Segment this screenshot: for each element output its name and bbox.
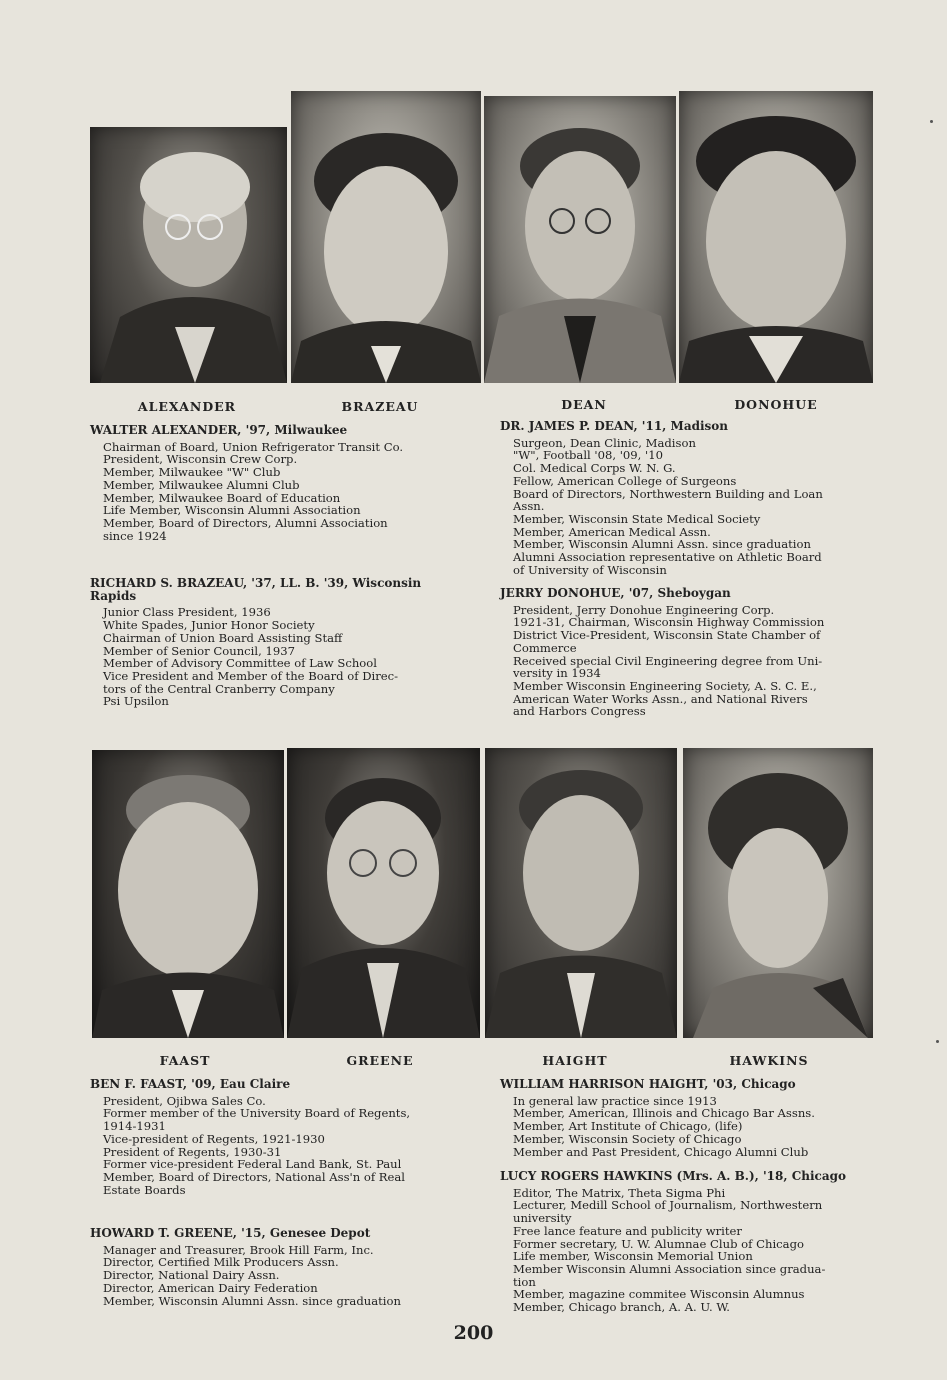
- photo-brazeau: [291, 91, 481, 383]
- bio-line: Surgeon, Dean Clinic, Madison: [513, 435, 696, 450]
- caption-dean: DEAN: [561, 397, 607, 412]
- caption-donohue: DONOHUE: [734, 397, 818, 412]
- bio-line: Member, Wisconsin Alumni Assn. since graduation: [513, 537, 811, 552]
- caption-greene: GREENE: [346, 1053, 414, 1068]
- bio-line: tors of the Central Cranberry Company: [103, 681, 335, 696]
- caption-brazeau: BRAZEAU: [341, 399, 419, 414]
- bio-line: Member, Chicago branch, A. A. U. W.: [513, 1300, 730, 1315]
- caption-hawkins: HAWKINS: [729, 1053, 809, 1068]
- bio-line: District Vice-President, Wisconsin State Chamber of: [513, 628, 821, 643]
- bio-line: Chairman of Union Board Assisting Staff: [103, 630, 343, 645]
- bio-line: Member, Milwaukee Board of Education: [103, 490, 341, 505]
- bio-name: RICHARD S. BRAZEAU, '37, LL. B. '39, Wisconsin Rapids: [90, 576, 422, 603]
- bio-line: Lecturer, Medill School of Journalism, Northwestern: [513, 1198, 823, 1213]
- bio-line: President of Regents, 1930-31: [103, 1144, 282, 1159]
- bio-line: Psi Upsilon: [103, 694, 169, 709]
- bio-name: DR. JAMES P. DEAN, '11, Madison: [500, 419, 729, 433]
- bio-line: Member, magazine commitee Wisconsin Alumnus: [513, 1287, 805, 1302]
- bio-line: versity in 1934: [513, 666, 601, 681]
- bio-line: President, Wisconsin Crew Corp.: [103, 452, 298, 467]
- bio-line: Member, Wisconsin Alumni Assn. since graduation: [103, 1293, 401, 1308]
- bio-faast: [90, 1078, 465, 1196]
- portrait-icon: [683, 748, 873, 1038]
- bio-line: Member, Milwaukee Alumni Club: [103, 477, 300, 492]
- bio-line: Director, American Dairy Federation: [103, 1280, 318, 1295]
- bio-line: Life member, Wisconsin Memorial Union: [513, 1249, 753, 1264]
- bio-line: Director, Certified Milk Producers Assn.: [103, 1255, 339, 1270]
- bio-greene: [90, 1227, 465, 1307]
- page-number: 200: [453, 1322, 494, 1344]
- portrait-icon: [485, 748, 677, 1038]
- bio-name: JERRY DONOHUE, '07, Sheboygan: [500, 586, 731, 600]
- bio-line: Assn.: [513, 499, 545, 514]
- bio-donohue: [500, 587, 875, 718]
- bio-brazeau: [90, 577, 465, 708]
- portrait-icon: [90, 127, 287, 383]
- bio-line: Member, Wisconsin Society of Chicago: [513, 1131, 742, 1146]
- photo-haight: [485, 748, 677, 1038]
- bio-line: Board of Directors, Northwestern Building and Loan: [513, 486, 823, 501]
- bio-line: American Water Works Assn., and National Rivers: [513, 691, 808, 706]
- caption-haight: HAIGHT: [542, 1053, 608, 1068]
- bio-line: "W", Football '08, '09, '10: [513, 448, 663, 463]
- portrait-icon: [92, 750, 284, 1038]
- bio-line: Col. Medical Corps W. N. G.: [513, 461, 676, 476]
- portrait-icon: [679, 91, 873, 383]
- photo-hawkins: [683, 748, 873, 1038]
- bio-name: WALTER ALEXANDER, '97, Milwaukee: [90, 423, 348, 437]
- bio-line: Received special Civil Engineering degree from Uni-: [513, 653, 823, 668]
- bio-line: 1921-31, Chairman, Wisconsin Highway Commission: [513, 615, 825, 630]
- photo-donohue: [679, 91, 873, 383]
- bio-line: Alumni Association representative on Athletic Board: [513, 550, 822, 565]
- bio-line: White Spades, Junior Honor Society: [103, 618, 315, 633]
- bio-line: Vice-president of Regents, 1921-1930: [103, 1131, 325, 1146]
- print-speck: [930, 120, 933, 123]
- photo-dean: [484, 96, 676, 383]
- bio-line: Former secretary, U. W. Alumnae Club of Chicago: [513, 1236, 804, 1251]
- bio-line: Member, Board of Directors, National Ass'n of Real: [103, 1169, 406, 1184]
- bio-line: Member Wisconsin Alumni Association since gradua-: [513, 1261, 826, 1276]
- bio-line: Member of Advisory Committee of Law School: [103, 656, 377, 671]
- bio-line: Estate Boards: [103, 1182, 186, 1197]
- photo-faast: [92, 750, 284, 1038]
- bio-line: Member, American Medical Assn.: [513, 524, 711, 539]
- bio-line: since 1924: [103, 528, 167, 543]
- bio-line: Life Member, Wisconsin Alumni Association: [103, 503, 361, 518]
- bio-name: BEN F. FAAST, '09, Eau Claire: [90, 1077, 291, 1091]
- bio-line: Director, National Dairy Assn.: [103, 1268, 280, 1283]
- bio-name: LUCY ROGERS HAWKINS (Mrs. A. B.), '18, Chicago: [500, 1169, 847, 1183]
- bio-name: HOWARD T. GREENE, '15, Genesee Depot: [90, 1226, 371, 1240]
- bio-line: Chairman of Board, Union Refrigerator Transit Co.: [103, 439, 404, 454]
- bio-line: Member Wisconsin Engineering Society, A. S. C. E.,: [513, 678, 817, 693]
- bio-line: Fellow, American College of Surgeons: [513, 473, 737, 488]
- bio-line: Junior Class President, 1936: [103, 605, 271, 620]
- caption-alexander: ALEXANDER: [137, 399, 237, 414]
- bio-line: 1914-1931: [103, 1119, 166, 1134]
- portrait-icon: [287, 748, 480, 1038]
- bio-line: Free lance feature and publicity writer: [513, 1223, 742, 1238]
- bio-line: In general law practice since 1913: [513, 1093, 717, 1108]
- bio-line: Former member of the University Board of Regents,: [103, 1106, 411, 1121]
- bio-line: Former vice-president Federal Land Bank, St. Paul: [103, 1157, 402, 1172]
- bio-line: Member and Past President, Chicago Alumni Club: [513, 1144, 809, 1159]
- bio-name: WILLIAM HARRISON HAIGHT, '03, Chicago: [500, 1077, 796, 1091]
- bio-dean: [500, 420, 875, 576]
- bio-line: of University of Wisconsin: [513, 562, 667, 577]
- bio-hawkins: [500, 1170, 875, 1314]
- portrait-icon: [291, 91, 481, 383]
- bio-line: Member, Milwaukee "W" Club: [103, 465, 281, 480]
- bio-haight: [500, 1078, 875, 1158]
- bio-line: Member, Wisconsin State Medical Society: [513, 511, 761, 526]
- bio-line: Commerce: [513, 640, 577, 655]
- bio-line: Member of Senior Council, 1937: [103, 643, 295, 658]
- bio-line: and Harbors Congress: [513, 704, 646, 719]
- bio-line: Editor, The Matrix, Theta Sigma Phi: [513, 1185, 726, 1200]
- portrait-icon: [484, 96, 676, 383]
- bio-line: Member, American, Illinois and Chicago Bar Assns.: [513, 1106, 815, 1121]
- print-speck: [936, 1040, 939, 1043]
- bio-line: tion: [513, 1274, 536, 1289]
- bio-alexander: [90, 424, 465, 542]
- bio-line: President, Jerry Donohue Engineering Corp.: [513, 602, 775, 617]
- bio-line: Manager and Treasurer, Brook Hill Farm, Inc.: [103, 1242, 374, 1257]
- bio-line: Member, Art Institute of Chicago, (life): [513, 1119, 743, 1134]
- photo-greene: [287, 748, 480, 1038]
- photo-alexander: [90, 127, 287, 383]
- bio-line: university: [513, 1211, 572, 1226]
- bio-line: President, Ojibwa Sales Co.: [103, 1093, 266, 1108]
- bio-line: Vice President and Member of the Board of Direc-: [103, 668, 399, 683]
- caption-faast: FAAST: [159, 1053, 211, 1068]
- bio-line: Member, Board of Directors, Alumni Association: [103, 515, 388, 530]
